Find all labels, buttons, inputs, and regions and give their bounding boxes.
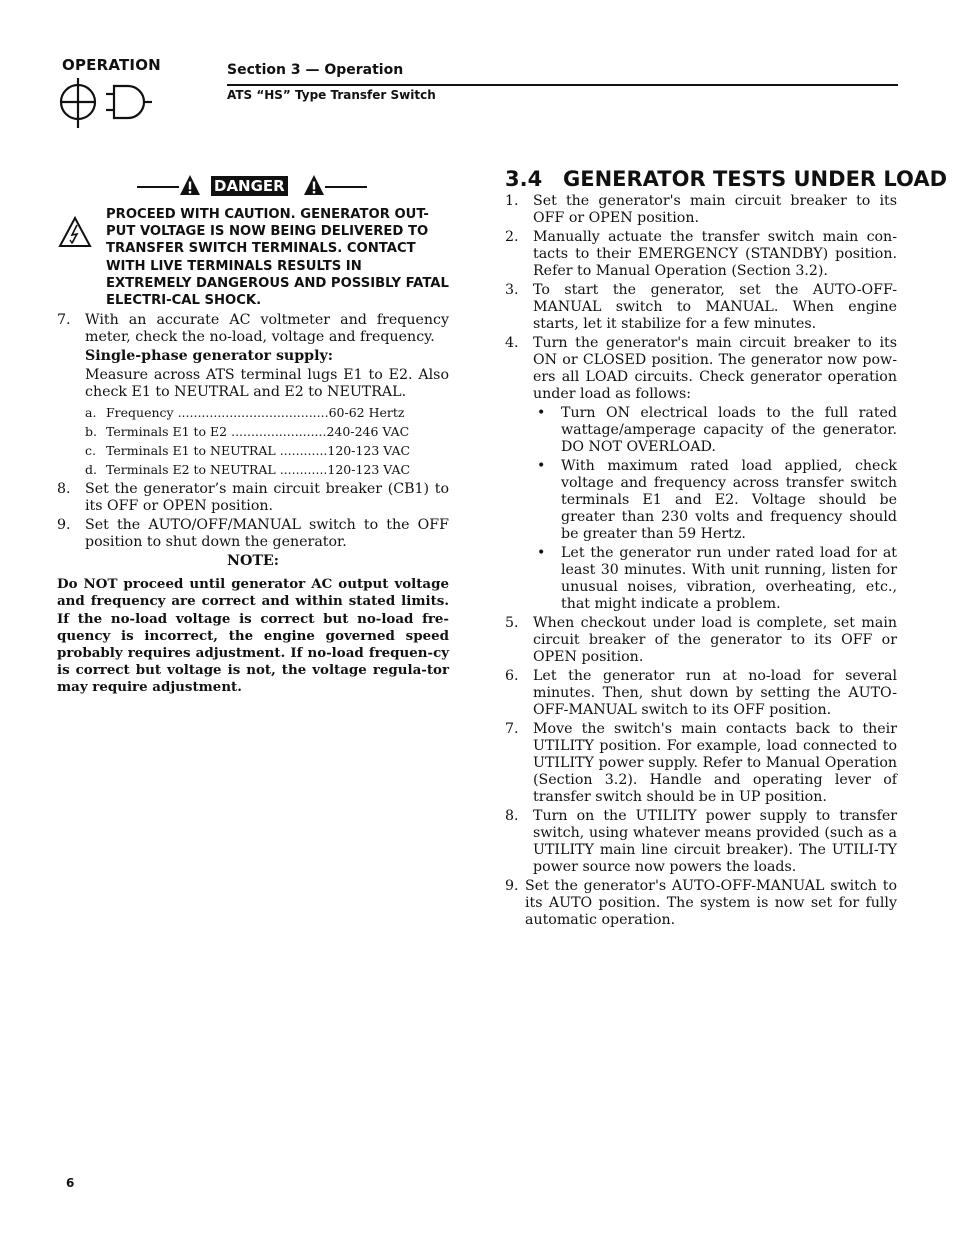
danger-label: DANGER — [211, 176, 288, 196]
step-subtext: Measure across ATS terminal lugs E1 to E2. Also check E1 to NEUTRAL and E2 to NEUTRAL. — [85, 367, 449, 401]
step-number: 8. — [57, 481, 71, 498]
step-number: 7. — [57, 312, 71, 329]
right-steps-list — [505, 193, 897, 929]
step-text: Set the generator's AUTO-OFF-MANUAL switch to its AUTO position. The system is now set for fully automatic operation. — [525, 878, 897, 928]
left-steps-list — [57, 312, 449, 551]
section-heading-title: GENERATOR TESTS UNDER LOAD — [563, 167, 947, 191]
load-check-list — [533, 405, 897, 613]
step-number: 7. — [505, 721, 519, 737]
note-text: Do NOT proceed until generator AC output voltage and frequency are correct and within stated limits. If the no-load voltage is correct but no-load fre-quency is incorrect, the engine governed speed probably requires adjustment. If no-load frequen-cy is correct but voltage is not, the voltage regula-tor may require adjustment. — [57, 576, 449, 696]
warning-triangle-icon — [179, 174, 201, 196]
step-subheading: Single-phase generator supply: — [85, 348, 333, 365]
list-item — [505, 335, 897, 613]
bullet-item: • With maximum rated load applied, check voltage and frequency across transfer switch terminals E1 and E2. Voltage should be greater than 230 volts and frequency should be greater than 59 Hertz. — [537, 458, 897, 542]
left-column — [57, 174, 449, 697]
danger-banner — [57, 174, 449, 198]
step-number: 9. — [57, 517, 71, 534]
bullet-icon: • — [537, 458, 546, 474]
measurement-list — [85, 403, 449, 479]
bullet-item: • Turn ON electrical loads to the full rated wattage/amperage capacity of the generator. DO NOT OVERLOAD. — [537, 405, 897, 455]
header-rule — [227, 84, 898, 86]
danger-rule-right — [325, 186, 367, 188]
list-item — [505, 193, 897, 227]
note-label: NOTE: — [227, 553, 279, 570]
step-text: To start the generator, set the AUTO-OFF-MANUAL switch to MANUAL. When engine starts, let it stabilize for a few minutes. — [533, 282, 897, 332]
step-text: Turn on the UTILITY power supply to transfer switch, using whatever means provided (such as a UTILITY main line circuit breaker). The UTILI-TY power source now powers the loads. — [533, 808, 897, 875]
step-number: 9. — [505, 878, 519, 894]
step-text: When checkout under load is complete, set main circuit breaker of the generator to its OFF or OPEN position. — [533, 615, 897, 665]
section-number: 3.4 — [505, 167, 543, 191]
step-number: 4. — [505, 335, 519, 351]
step-text: Manually actuate the transfer switch main con-tacts to their EMERGENCY (STANDBY) position. Refer to Manual Operation (Section 3.2). — [533, 229, 897, 279]
list-item — [505, 808, 897, 876]
danger-rule-left — [137, 186, 179, 188]
electric-shock-icon — [58, 216, 92, 248]
section-title: Section 3 — Operation — [227, 62, 404, 78]
list-item — [505, 282, 897, 333]
warning-triangle-icon — [303, 174, 325, 196]
danger-message — [57, 206, 449, 309]
operation-logo-icon — [58, 78, 158, 135]
section-heading — [505, 166, 947, 192]
step-text: Let the generator run at no-load for several minutes. Then, shut down by setting the AUTO-OFF-MANUAL switch to its OFF position. — [533, 668, 897, 718]
step-number: 3. — [505, 282, 519, 298]
danger-text: PROCEED WITH CAUTION. GENERATOR OUT-PUT VOLTAGE IS NOW BEING DELIVERED TO TRANSFER SWITCH TERMINALS. CONTACT WITH LIVE TERMINALS RESULTS IN EXTREMELY DANGEROUS AND POSSIBLY FATAL ELECTRI-CAL SHOCK. — [106, 207, 449, 309]
step-text: With an accurate AC voltmeter and frequency meter, check the no-load, voltage and frequency. — [85, 312, 449, 346]
list-item — [505, 668, 897, 719]
list-item — [505, 615, 897, 666]
measurement-item: b. Terminals E1 to E2 ........................240-246 VAC — [85, 424, 410, 440]
list-item — [505, 878, 897, 929]
step-text: Move the switch's main contacts back to their UTILITY position. For example, load connected to UTILITY power supply. Refer to Manual Operation (Section 3.2). Handle and operating lever of transfer switch should be in UP position. — [533, 721, 897, 805]
bullet-item: • Let the generator run under rated load for at least 30 minutes. With unit running, listen for unusual noises, vibration, overheating, etc., that might indicate a problem. — [537, 545, 897, 612]
section-subtitle: ATS “HS” Type Transfer Switch — [227, 88, 436, 102]
page-number: 6 — [66, 1176, 75, 1190]
measurement-item: c. Terminals E1 to NEUTRAL ............120-123 VAC — [85, 443, 411, 459]
measurement-item: d. Terminals E2 to NEUTRAL ............120-123 VAC — [85, 462, 411, 478]
step-text: Set the AUTO/OFF/MANUAL switch to the OFF position to shut down the generator. — [85, 517, 449, 551]
step-number: 8. — [505, 808, 519, 824]
measurement-item: a. Frequency ......................................60-62 Hertz — [85, 405, 405, 421]
step-text: Turn the generator's main circuit breaker to its ON or CLOSED position. The generator now pow-ers all LOAD circuits. Check generator operation under load as follows: — [533, 335, 897, 402]
step-number: 1. — [505, 193, 519, 209]
bullet-icon: • — [537, 545, 546, 561]
step-number: 6. — [505, 668, 519, 684]
list-item — [505, 721, 897, 806]
list-item — [57, 517, 449, 551]
step-number: 2. — [505, 229, 519, 245]
list-item — [57, 312, 449, 479]
list-item — [57, 481, 449, 515]
operation-logo-text: OPERATION — [62, 56, 161, 74]
bullet-icon: • — [537, 405, 546, 421]
list-item — [505, 229, 897, 280]
step-text: Set the generator’s main circuit breaker (CB1) to its OFF or OPEN position. — [85, 481, 449, 515]
step-text: Set the generator's main circuit breaker to its OFF or OPEN position. — [533, 193, 897, 226]
right-column — [505, 166, 947, 931]
step-number: 5. — [505, 615, 519, 631]
